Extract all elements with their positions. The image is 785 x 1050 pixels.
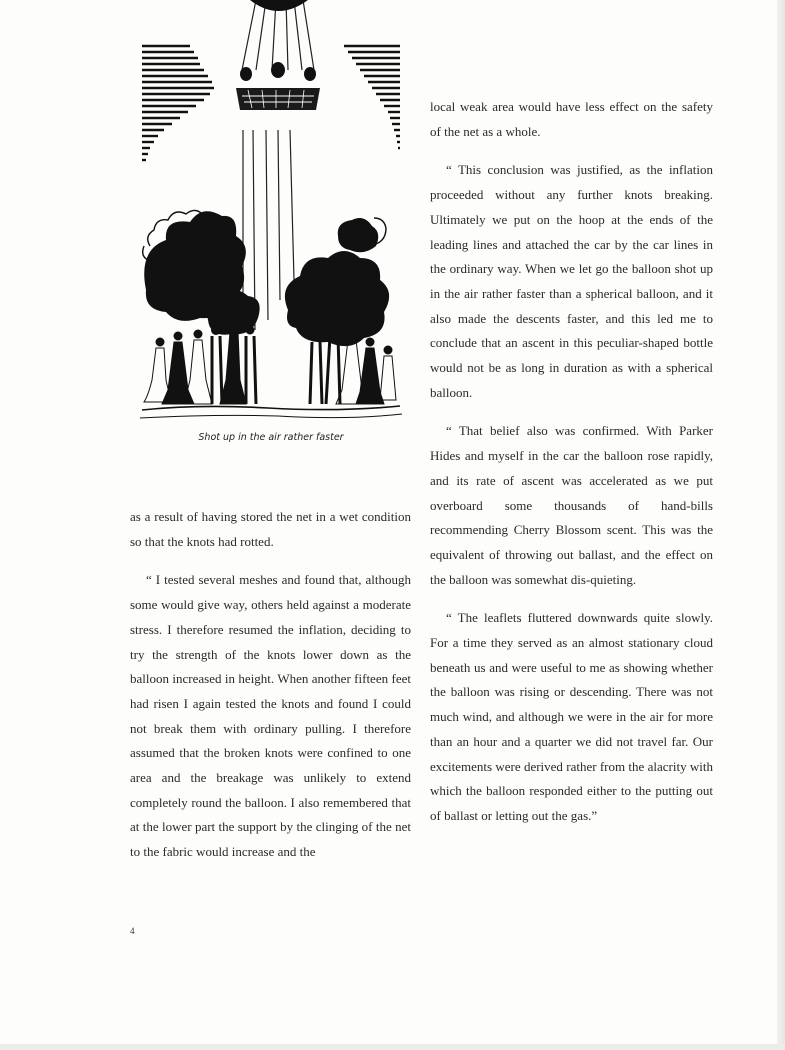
right-hatching <box>344 46 400 148</box>
paragraph: local weak area would have less effect on the safety of the net as a whole. <box>430 99 713 139</box>
page-number: 4 <box>130 926 135 936</box>
balloon-bottom <box>250 0 308 11</box>
left-column <box>130 505 411 865</box>
right-column <box>430 95 713 829</box>
page-edge-bottom <box>0 1044 785 1050</box>
paragraph: as a result of having stored the net in a wet condition so that the knots had rotted. <box>130 509 411 549</box>
balloon-basket <box>236 62 320 110</box>
ground <box>140 406 402 418</box>
balloon-illustration <box>138 0 404 425</box>
paragraph: “ That belief also was confirmed. With Parker Hides and myself in the car the balloon rose rapidly, and its rate of ascent was accelerated as we put overboard some thousands of hand-bills recommending Cherry Blossom scent. This was the equivalent of throwing out ballast, and the effect on the balloon was somewhat dis-quieting. <box>430 423 713 587</box>
paragraph: “ The leaflets fluttered downwards quite slowly. For a time they served as an almost stationary cloud beneath us and were useful to me as showing whether the balloon was rising or descending. There was not much wind, and although we were in the air for more than an hour and a quarter we did not travel far. Our excitements were derived rather from the alacrity with which the balloon responded either to the putting out of ballast or letting out the gas.” <box>430 610 713 823</box>
paragraph: “ This conclusion was justified, as the inflation proceeded without any further knots breaking. Ultimately we put on the hoop at the ends of the leading lines and attached the car by the car lines in the ordinary way. When we let go the balloon shot up in the air rather faster than a spherical balloon, and it also made the descents faster, and this led me to conclude that an ascent in this peculiar-shaped bottle would not be as long in duration as with a spherical balloon. <box>430 162 713 400</box>
page-edge-right <box>777 0 785 1050</box>
left-hatching <box>142 46 214 160</box>
paragraph: “ I tested several meshes and found that, although some would give way, others held against a moderate stress. I therefore resumed the inflation, deciding to try the strength of the knots lower down as the balloon increased in height. When another fifteen feet had risen I again tested the knots and found I could not break them with ordinary pulling. I therefore assumed that the broken knots were confined to one area and the breakage was unlikely to extend completely round the balloon. I also remembered that at the lower part the support by the clinging of the net to the fabric would increase and the <box>130 572 411 860</box>
illustration-caption: Shot up in the air rather faster <box>198 432 344 443</box>
